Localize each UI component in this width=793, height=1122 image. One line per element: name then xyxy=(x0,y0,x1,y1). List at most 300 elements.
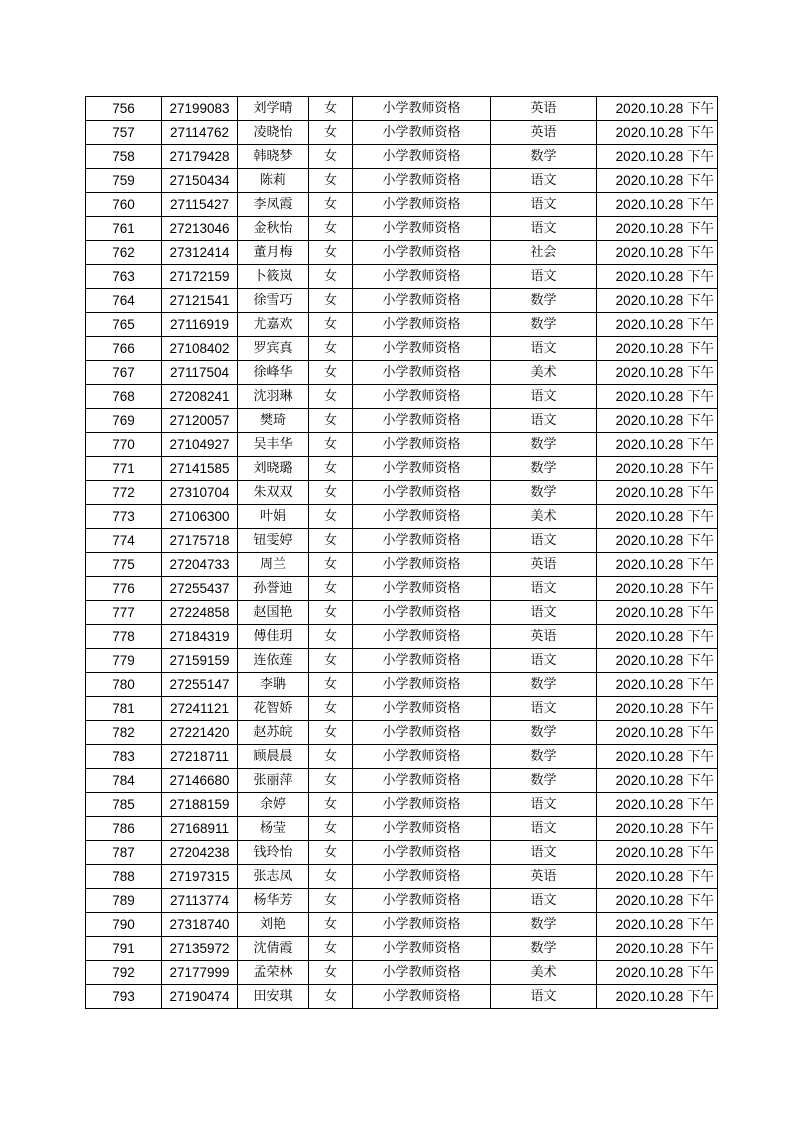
serial-number-cell: 793 xyxy=(86,985,162,1009)
serial-number-cell: 772 xyxy=(86,481,162,505)
exam-date-cell: 2020.10.28 下午 xyxy=(597,625,718,649)
subject-cell: 语文 xyxy=(491,649,597,673)
gender-cell: 女 xyxy=(309,625,353,649)
candidate-id-cell: 27221420 xyxy=(162,721,238,745)
candidate-name-cell: 陈莉 xyxy=(238,169,309,193)
gender-cell: 女 xyxy=(309,577,353,601)
serial-number-cell: 775 xyxy=(86,553,162,577)
gender-cell: 女 xyxy=(309,937,353,961)
gender-cell: 女 xyxy=(309,841,353,865)
subject-cell: 语文 xyxy=(491,169,597,193)
gender-cell: 女 xyxy=(309,361,353,385)
exam-date-cell: 2020.10.28 下午 xyxy=(597,745,718,769)
exam-date-cell: 2020.10.28 下午 xyxy=(597,601,718,625)
candidate-name-cell: 李凤霞 xyxy=(238,193,309,217)
exam-date-cell: 2020.10.28 下午 xyxy=(597,961,718,985)
table-row xyxy=(86,937,718,961)
candidate-name-cell: 傅佳玥 xyxy=(238,625,309,649)
table-row xyxy=(86,865,718,889)
gender-cell: 女 xyxy=(309,217,353,241)
candidate-id-cell: 27310704 xyxy=(162,481,238,505)
certificate-type-cell: 小学教师资格 xyxy=(353,145,491,169)
exam-date-cell: 2020.10.28 下午 xyxy=(597,697,718,721)
candidate-id-cell: 27179428 xyxy=(162,145,238,169)
certificate-type-cell: 小学教师资格 xyxy=(353,697,491,721)
subject-cell: 美术 xyxy=(491,505,597,529)
candidate-name-cell: 赵苏皖 xyxy=(238,721,309,745)
candidate-id-cell: 27318740 xyxy=(162,913,238,937)
certificate-type-cell: 小学教师资格 xyxy=(353,865,491,889)
table-row xyxy=(86,721,718,745)
serial-number-cell: 768 xyxy=(86,385,162,409)
gender-cell: 女 xyxy=(309,697,353,721)
certificate-type-cell: 小学教师资格 xyxy=(353,337,491,361)
serial-number-cell: 770 xyxy=(86,433,162,457)
gender-cell: 女 xyxy=(309,241,353,265)
gender-cell: 女 xyxy=(309,313,353,337)
certificate-type-cell: 小学教师资格 xyxy=(353,769,491,793)
candidate-name-cell: 钱玲怡 xyxy=(238,841,309,865)
exam-date-cell: 2020.10.28 下午 xyxy=(597,841,718,865)
certificate-type-cell: 小学教师资格 xyxy=(353,745,491,769)
candidate-id-cell: 27208241 xyxy=(162,385,238,409)
exam-date-cell: 2020.10.28 下午 xyxy=(597,409,718,433)
candidate-id-cell: 27224858 xyxy=(162,601,238,625)
certificate-type-cell: 小学教师资格 xyxy=(353,361,491,385)
gender-cell: 女 xyxy=(309,649,353,673)
candidate-id-cell: 27146680 xyxy=(162,769,238,793)
candidate-id-cell: 27108402 xyxy=(162,337,238,361)
exam-date-cell: 2020.10.28 下午 xyxy=(597,481,718,505)
serial-number-cell: 757 xyxy=(86,121,162,145)
candidate-id-cell: 27120057 xyxy=(162,409,238,433)
serial-number-cell: 787 xyxy=(86,841,162,865)
table-row xyxy=(86,577,718,601)
exam-date-cell: 2020.10.28 下午 xyxy=(597,721,718,745)
table-row xyxy=(86,817,718,841)
serial-number-cell: 761 xyxy=(86,217,162,241)
table-row xyxy=(86,313,718,337)
exam-date-cell: 2020.10.28 下午 xyxy=(597,529,718,553)
serial-number-cell: 791 xyxy=(86,937,162,961)
exam-date-cell: 2020.10.28 下午 xyxy=(597,361,718,385)
candidate-name-cell: 孙誉迪 xyxy=(238,577,309,601)
serial-number-cell: 785 xyxy=(86,793,162,817)
candidate-id-cell: 27135972 xyxy=(162,937,238,961)
certificate-type-cell: 小学教师资格 xyxy=(353,169,491,193)
certificate-type-cell: 小学教师资格 xyxy=(353,889,491,913)
serial-number-cell: 764 xyxy=(86,289,162,313)
exam-date-cell: 2020.10.28 下午 xyxy=(597,985,718,1009)
gender-cell: 女 xyxy=(309,97,353,121)
certificate-type-cell: 小学教师资格 xyxy=(353,457,491,481)
subject-cell: 英语 xyxy=(491,553,597,577)
candidate-name-cell: 赵国艳 xyxy=(238,601,309,625)
candidate-id-cell: 27255147 xyxy=(162,673,238,697)
gender-cell: 女 xyxy=(309,433,353,457)
subject-cell: 数学 xyxy=(491,745,597,769)
serial-number-cell: 762 xyxy=(86,241,162,265)
serial-number-cell: 777 xyxy=(86,601,162,625)
serial-number-cell: 759 xyxy=(86,169,162,193)
subject-cell: 语文 xyxy=(491,193,597,217)
exam-date-cell: 2020.10.28 下午 xyxy=(597,313,718,337)
candidate-name-cell: 沈倩霞 xyxy=(238,937,309,961)
candidate-id-cell: 27197315 xyxy=(162,865,238,889)
candidate-name-cell: 朱双双 xyxy=(238,481,309,505)
table-row xyxy=(86,697,718,721)
table-row xyxy=(86,769,718,793)
candidate-id-cell: 27204733 xyxy=(162,553,238,577)
table-row xyxy=(86,193,718,217)
certificate-type-cell: 小学教师资格 xyxy=(353,529,491,553)
gender-cell: 女 xyxy=(309,169,353,193)
exam-date-cell: 2020.10.28 下午 xyxy=(597,145,718,169)
table-row xyxy=(86,889,718,913)
serial-number-cell: 769 xyxy=(86,409,162,433)
exam-date-cell: 2020.10.28 下午 xyxy=(597,289,718,313)
serial-number-cell: 779 xyxy=(86,649,162,673)
certificate-type-cell: 小学教师资格 xyxy=(353,265,491,289)
subject-cell: 语文 xyxy=(491,841,597,865)
exam-date-cell: 2020.10.28 下午 xyxy=(597,337,718,361)
serial-number-cell: 783 xyxy=(86,745,162,769)
exam-date-cell: 2020.10.28 下午 xyxy=(597,193,718,217)
gender-cell: 女 xyxy=(309,865,353,889)
certificate-type-cell: 小学教师资格 xyxy=(353,193,491,217)
exam-date-cell: 2020.10.28 下午 xyxy=(597,217,718,241)
exam-date-cell: 2020.10.28 下午 xyxy=(597,265,718,289)
serial-number-cell: 773 xyxy=(86,505,162,529)
subject-cell: 语文 xyxy=(491,217,597,241)
candidate-id-cell: 27175718 xyxy=(162,529,238,553)
exam-date-cell: 2020.10.28 下午 xyxy=(597,97,718,121)
serial-number-cell: 786 xyxy=(86,817,162,841)
serial-number-cell: 758 xyxy=(86,145,162,169)
gender-cell: 女 xyxy=(309,985,353,1009)
candidate-name-cell: 李聃 xyxy=(238,673,309,697)
candidate-id-cell: 27213046 xyxy=(162,217,238,241)
gender-cell: 女 xyxy=(309,913,353,937)
gender-cell: 女 xyxy=(309,769,353,793)
candidate-name-cell: 凌晓怡 xyxy=(238,121,309,145)
gender-cell: 女 xyxy=(309,121,353,145)
table-row xyxy=(86,409,718,433)
certificate-type-cell: 小学教师资格 xyxy=(353,289,491,313)
subject-cell: 语文 xyxy=(491,793,597,817)
serial-number-cell: 776 xyxy=(86,577,162,601)
candidate-name-cell: 周兰 xyxy=(238,553,309,577)
exam-date-cell: 2020.10.28 下午 xyxy=(597,817,718,841)
table-row xyxy=(86,265,718,289)
certificate-type-cell: 小学教师资格 xyxy=(353,817,491,841)
exam-date-cell: 2020.10.28 下午 xyxy=(597,121,718,145)
gender-cell: 女 xyxy=(309,457,353,481)
candidate-name-cell: 沈羽琳 xyxy=(238,385,309,409)
serial-number-cell: 792 xyxy=(86,961,162,985)
certificate-type-cell: 小学教师资格 xyxy=(353,913,491,937)
candidate-name-cell: 连依莲 xyxy=(238,649,309,673)
candidate-id-cell: 27190474 xyxy=(162,985,238,1009)
candidate-name-cell: 余婷 xyxy=(238,793,309,817)
subject-cell: 语文 xyxy=(491,697,597,721)
certificate-type-cell: 小学教师资格 xyxy=(353,937,491,961)
serial-number-cell: 767 xyxy=(86,361,162,385)
table-row xyxy=(86,121,718,145)
subject-cell: 美术 xyxy=(491,961,597,985)
table-row xyxy=(86,913,718,937)
certificate-type-cell: 小学教师资格 xyxy=(353,793,491,817)
exam-date-cell: 2020.10.28 下午 xyxy=(597,169,718,193)
exam-date-cell: 2020.10.28 下午 xyxy=(597,505,718,529)
gender-cell: 女 xyxy=(309,409,353,433)
table-row xyxy=(86,361,718,385)
subject-cell: 数学 xyxy=(491,433,597,457)
certificate-type-cell: 小学教师资格 xyxy=(353,217,491,241)
gender-cell: 女 xyxy=(309,793,353,817)
table-row xyxy=(86,961,718,985)
exam-date-cell: 2020.10.28 下午 xyxy=(597,889,718,913)
serial-number-cell: 766 xyxy=(86,337,162,361)
exam-date-cell: 2020.10.28 下午 xyxy=(597,433,718,457)
gender-cell: 女 xyxy=(309,289,353,313)
table-row xyxy=(86,625,718,649)
certificate-type-cell: 小学教师资格 xyxy=(353,313,491,337)
subject-cell: 美术 xyxy=(491,361,597,385)
table-row xyxy=(86,433,718,457)
exam-date-cell: 2020.10.28 下午 xyxy=(597,865,718,889)
candidate-name-cell: 刘学晴 xyxy=(238,97,309,121)
gender-cell: 女 xyxy=(309,481,353,505)
serial-number-cell: 780 xyxy=(86,673,162,697)
subject-cell: 数学 xyxy=(491,457,597,481)
candidate-name-cell: 张志凤 xyxy=(238,865,309,889)
table-row xyxy=(86,481,718,505)
candidate-id-cell: 27114762 xyxy=(162,121,238,145)
subject-cell: 语文 xyxy=(491,817,597,841)
candidate-id-cell: 27172159 xyxy=(162,265,238,289)
gender-cell: 女 xyxy=(309,601,353,625)
exam-date-cell: 2020.10.28 下午 xyxy=(597,553,718,577)
subject-cell: 数学 xyxy=(491,145,597,169)
candidate-id-cell: 27113774 xyxy=(162,889,238,913)
candidate-id-cell: 27159159 xyxy=(162,649,238,673)
certificate-type-cell: 小学教师资格 xyxy=(353,625,491,649)
certificate-type-cell: 小学教师资格 xyxy=(353,985,491,1009)
table-row xyxy=(86,793,718,817)
candidate-name-cell: 罗宾真 xyxy=(238,337,309,361)
table-row xyxy=(86,169,718,193)
candidate-id-cell: 27255437 xyxy=(162,577,238,601)
gender-cell: 女 xyxy=(309,193,353,217)
subject-cell: 数学 xyxy=(491,937,597,961)
gender-cell: 女 xyxy=(309,385,353,409)
candidate-id-cell: 27188159 xyxy=(162,793,238,817)
serial-number-cell: 765 xyxy=(86,313,162,337)
subject-cell: 语文 xyxy=(491,385,597,409)
subject-cell: 社会 xyxy=(491,241,597,265)
serial-number-cell: 788 xyxy=(86,865,162,889)
serial-number-cell: 790 xyxy=(86,913,162,937)
certificate-type-cell: 小学教师资格 xyxy=(353,385,491,409)
candidate-id-cell: 27116919 xyxy=(162,313,238,337)
certificate-type-cell: 小学教师资格 xyxy=(353,553,491,577)
candidate-id-cell: 27121541 xyxy=(162,289,238,313)
serial-number-cell: 789 xyxy=(86,889,162,913)
certificate-type-cell: 小学教师资格 xyxy=(353,841,491,865)
certificate-type-cell: 小学教师资格 xyxy=(353,241,491,265)
subject-cell: 英语 xyxy=(491,121,597,145)
serial-number-cell: 782 xyxy=(86,721,162,745)
certificate-type-cell: 小学教师资格 xyxy=(353,433,491,457)
exam-date-cell: 2020.10.28 下午 xyxy=(597,937,718,961)
subject-cell: 数学 xyxy=(491,481,597,505)
subject-cell: 语文 xyxy=(491,601,597,625)
candidate-name-cell: 田安琪 xyxy=(238,985,309,1009)
roster-table xyxy=(85,96,718,1009)
subject-cell: 语文 xyxy=(491,529,597,553)
roster-body xyxy=(86,97,718,1009)
subject-cell: 语文 xyxy=(491,985,597,1009)
candidate-name-cell: 叶娟 xyxy=(238,505,309,529)
certificate-type-cell: 小学教师资格 xyxy=(353,409,491,433)
table-row xyxy=(86,601,718,625)
table-row xyxy=(86,337,718,361)
table-row xyxy=(86,145,718,169)
serial-number-cell: 756 xyxy=(86,97,162,121)
exam-date-cell: 2020.10.28 下午 xyxy=(597,577,718,601)
candidate-id-cell: 27141585 xyxy=(162,457,238,481)
candidate-id-cell: 27177999 xyxy=(162,961,238,985)
gender-cell: 女 xyxy=(309,529,353,553)
subject-cell: 语文 xyxy=(491,889,597,913)
gender-cell: 女 xyxy=(309,673,353,697)
exam-date-cell: 2020.10.28 下午 xyxy=(597,385,718,409)
candidate-name-cell: 孟荣林 xyxy=(238,961,309,985)
table-row xyxy=(86,553,718,577)
candidate-id-cell: 27117504 xyxy=(162,361,238,385)
subject-cell: 数学 xyxy=(491,913,597,937)
subject-cell: 语文 xyxy=(491,337,597,361)
candidate-id-cell: 27199083 xyxy=(162,97,238,121)
certificate-type-cell: 小学教师资格 xyxy=(353,721,491,745)
candidate-name-cell: 韩晓梦 xyxy=(238,145,309,169)
subject-cell: 数学 xyxy=(491,721,597,745)
certificate-type-cell: 小学教师资格 xyxy=(353,97,491,121)
table-row xyxy=(86,841,718,865)
candidate-name-cell: 杨华芳 xyxy=(238,889,309,913)
gender-cell: 女 xyxy=(309,505,353,529)
candidate-name-cell: 樊琦 xyxy=(238,409,309,433)
exam-date-cell: 2020.10.28 下午 xyxy=(597,457,718,481)
table-row xyxy=(86,505,718,529)
certificate-type-cell: 小学教师资格 xyxy=(353,601,491,625)
serial-number-cell: 781 xyxy=(86,697,162,721)
exam-date-cell: 2020.10.28 下午 xyxy=(597,673,718,697)
candidate-name-cell: 钮雯婷 xyxy=(238,529,309,553)
subject-cell: 数学 xyxy=(491,769,597,793)
table-row xyxy=(86,241,718,265)
table-row xyxy=(86,457,718,481)
candidate-name-cell: 张丽萍 xyxy=(238,769,309,793)
table-row xyxy=(86,289,718,313)
exam-date-cell: 2020.10.28 下午 xyxy=(597,241,718,265)
table-row xyxy=(86,97,718,121)
candidate-name-cell: 金秋怡 xyxy=(238,217,309,241)
subject-cell: 数学 xyxy=(491,289,597,313)
candidate-id-cell: 27204238 xyxy=(162,841,238,865)
gender-cell: 女 xyxy=(309,961,353,985)
gender-cell: 女 xyxy=(309,553,353,577)
candidate-id-cell: 27104927 xyxy=(162,433,238,457)
table-row xyxy=(86,385,718,409)
candidate-id-cell: 27150434 xyxy=(162,169,238,193)
candidate-id-cell: 27115427 xyxy=(162,193,238,217)
exam-date-cell: 2020.10.28 下午 xyxy=(597,769,718,793)
candidate-name-cell: 徐峰华 xyxy=(238,361,309,385)
serial-number-cell: 784 xyxy=(86,769,162,793)
subject-cell: 数学 xyxy=(491,673,597,697)
gender-cell: 女 xyxy=(309,889,353,913)
certificate-type-cell: 小学教师资格 xyxy=(353,673,491,697)
subject-cell: 语文 xyxy=(491,265,597,289)
candidate-id-cell: 27184319 xyxy=(162,625,238,649)
candidate-name-cell: 徐雪巧 xyxy=(238,289,309,313)
candidate-name-cell: 吴丰华 xyxy=(238,433,309,457)
table-row xyxy=(86,745,718,769)
certificate-type-cell: 小学教师资格 xyxy=(353,649,491,673)
table-row xyxy=(86,649,718,673)
table-row xyxy=(86,217,718,241)
candidate-name-cell: 刘艳 xyxy=(238,913,309,937)
table-row xyxy=(86,673,718,697)
subject-cell: 数学 xyxy=(491,313,597,337)
gender-cell: 女 xyxy=(309,817,353,841)
candidate-id-cell: 27312414 xyxy=(162,241,238,265)
gender-cell: 女 xyxy=(309,145,353,169)
candidate-name-cell: 花智娇 xyxy=(238,697,309,721)
gender-cell: 女 xyxy=(309,745,353,769)
candidate-id-cell: 27218711 xyxy=(162,745,238,769)
serial-number-cell: 778 xyxy=(86,625,162,649)
candidate-name-cell: 卜筱岚 xyxy=(238,265,309,289)
candidate-name-cell: 杨莹 xyxy=(238,817,309,841)
subject-cell: 英语 xyxy=(491,625,597,649)
exam-date-cell: 2020.10.28 下午 xyxy=(597,913,718,937)
gender-cell: 女 xyxy=(309,721,353,745)
gender-cell: 女 xyxy=(309,265,353,289)
table-row xyxy=(86,529,718,553)
candidate-name-cell: 顾晨晨 xyxy=(238,745,309,769)
subject-cell: 语文 xyxy=(491,409,597,433)
candidate-id-cell: 27168911 xyxy=(162,817,238,841)
serial-number-cell: 760 xyxy=(86,193,162,217)
candidate-id-cell: 27106300 xyxy=(162,505,238,529)
serial-number-cell: 771 xyxy=(86,457,162,481)
exam-date-cell: 2020.10.28 下午 xyxy=(597,649,718,673)
candidate-id-cell: 27241121 xyxy=(162,697,238,721)
subject-cell: 英语 xyxy=(491,865,597,889)
subject-cell: 英语 xyxy=(491,97,597,121)
certificate-type-cell: 小学教师资格 xyxy=(353,961,491,985)
subject-cell: 语文 xyxy=(491,577,597,601)
certificate-type-cell: 小学教师资格 xyxy=(353,505,491,529)
exam-date-cell: 2020.10.28 下午 xyxy=(597,793,718,817)
certificate-type-cell: 小学教师资格 xyxy=(353,481,491,505)
serial-number-cell: 763 xyxy=(86,265,162,289)
serial-number-cell: 774 xyxy=(86,529,162,553)
gender-cell: 女 xyxy=(309,337,353,361)
